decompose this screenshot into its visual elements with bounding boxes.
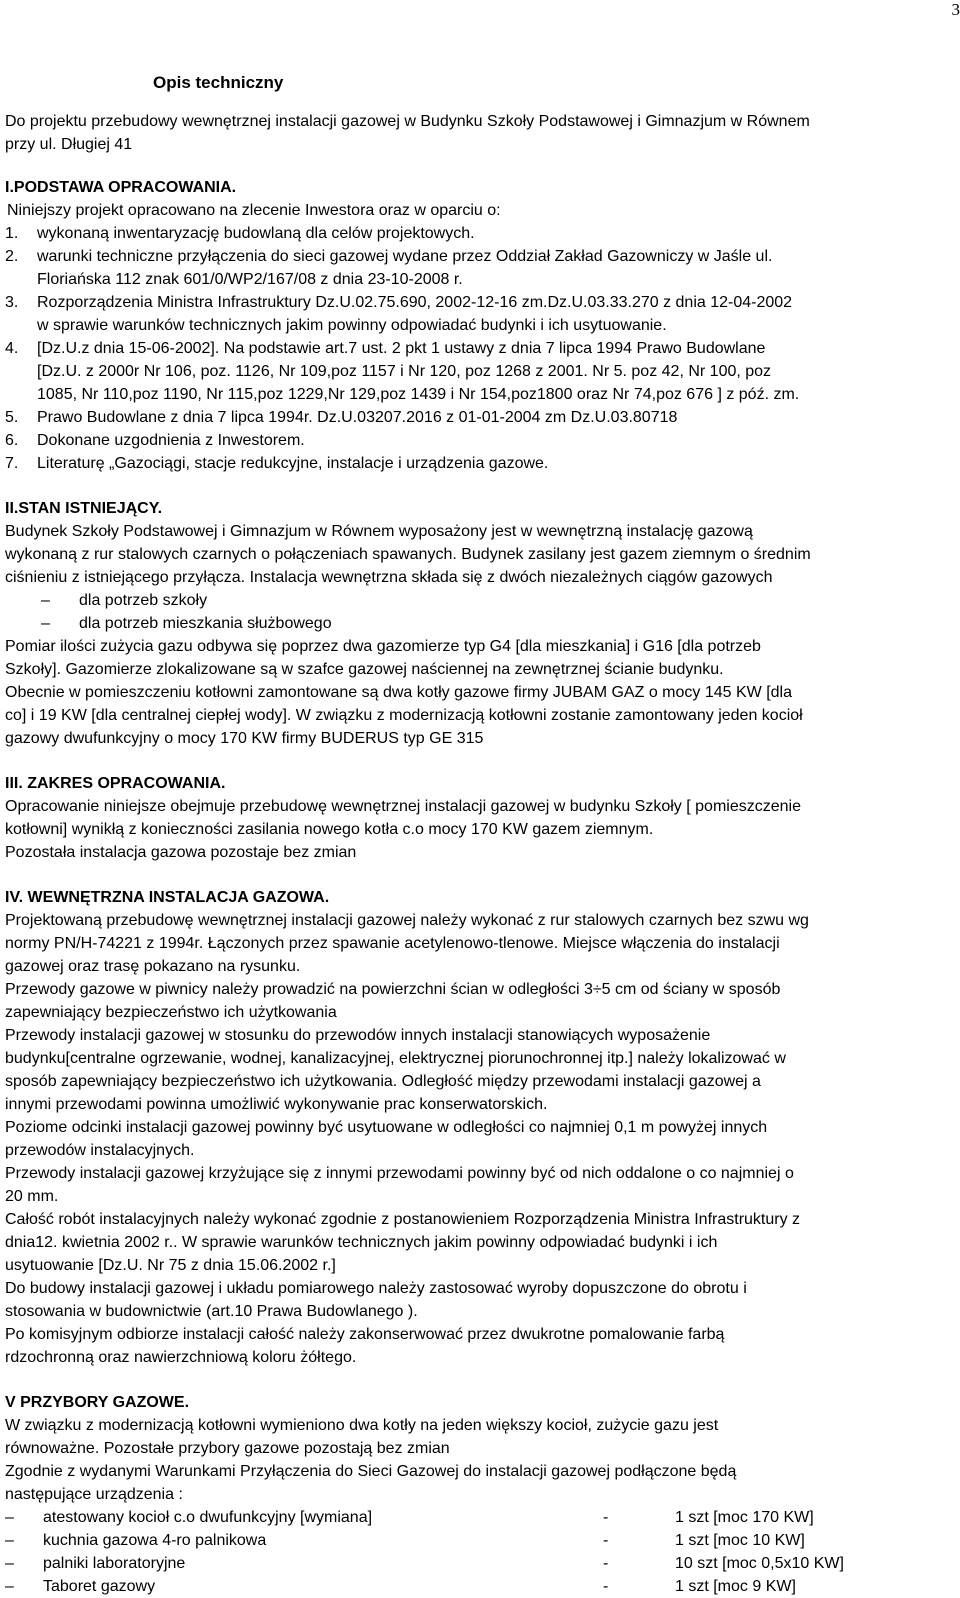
dash-bullet: – — [5, 1506, 43, 1529]
paragraph-line: Obecnie w pomieszczeniu kotłowni zamontowane są dwa kotły gazowe firmy JUBAM GAZ o mocy 145 KW [dla — [5, 681, 955, 704]
page-number: 3 — [952, 0, 960, 20]
paragraph-line: co] i 19 KW [dla centralnej ciepłej wody]. W związku z modernizacją kotłowni zostanie zamontowany jeden kocioł — [5, 704, 955, 727]
paragraph-line: Całość robót instalacyjnych należy wykonać zgodnie z postanowieniem Rozporządzenia Ministra Infrastruktury z — [5, 1208, 955, 1231]
item-number: 3. — [5, 291, 37, 337]
list-item — [5, 452, 955, 475]
item-text: Rozporządzenia Ministra Infrastruktury Dz.U.02.75.690, 2002-12-16 zm.Dz.U.03.33.270 z dnia 12-04-2002 — [37, 291, 955, 314]
paragraph-line: zapewniający bezpieczeństwo ich użytkowania — [5, 1001, 955, 1024]
item-text: wykonaną inwentaryzację budowlaną dla celów projektowych. — [37, 225, 475, 242]
paragraph-line: gazowy dwufunkcyjny o mocy 170 KW firmy BUDERUS typ GE 315 — [5, 727, 955, 750]
equipment-item — [5, 1529, 955, 1552]
section-heading: IV. WEWNĘTRZNA INSTALACJA GAZOWA. — [5, 886, 955, 909]
item-number: 6. — [5, 429, 37, 452]
equipment-name: Taboret gazowy — [43, 1575, 603, 1598]
references-list — [5, 222, 955, 475]
paragraph-line: następujące urządzenia : — [5, 1483, 955, 1506]
paragraph-line: Przewody instalacji gazowej krzyżujące się z innymi przewodami powinny być od nich oddalone o co najmniej o — [5, 1162, 955, 1185]
document-title: Opis techniczny — [153, 70, 955, 96]
paragraph-line: Przewody gazowe w piwnicy należy prowadzić na powierzchni ścian w odległości 3÷5 cm od ściany w sposób — [5, 978, 955, 1001]
item-text: Dokonane uzgodnienia z Inwestorem. — [37, 432, 305, 449]
equipment-item — [5, 1575, 955, 1598]
paragraph-line: rdzochronną oraz nawierzchniową koloru żółtego. — [5, 1346, 955, 1369]
paragraph-line: Zgodnie z wydanymi Warunkami Przyłączenia do Sieci Gazowej do instalacji gazowej podłączone będą — [5, 1460, 955, 1483]
equipment-separator: - — [603, 1575, 675, 1598]
equipment-quantity: 10 szt [moc 0,5x10 KW] — [675, 1552, 955, 1575]
equipment-quantity: 1 szt [moc 10 KW] — [675, 1529, 955, 1552]
paragraph-line: 20 mm. — [5, 1185, 955, 1208]
equipment-item — [5, 1552, 955, 1575]
equipment-list — [5, 1506, 955, 1598]
list-item — [5, 291, 955, 337]
equipment-quantity: 1 szt [moc 170 KW] — [675, 1506, 955, 1529]
equipment-separator: - — [603, 1552, 675, 1575]
item-text: Floriańska 112 znak 601/0/WP2/167/08 z dnia 23-10-2008 r. — [37, 268, 955, 291]
paragraph-line: Projektowaną przebudowę wewnętrznej instalacji gazowej należy wykonać z rur stalowych czarnych bez szwu wg — [5, 909, 955, 932]
dash-list-item — [5, 589, 955, 612]
paragraph-line: Pomiar ilości zużycia gazu odbywa się poprzez dwa gazomierze typ G4 [dla mieszkania] i G16 [dla potrzeb — [5, 635, 955, 658]
paragraph-line: równoważne. Pozostałe przybory gazowe pozostają bez zmian — [5, 1437, 955, 1460]
paragraph-line: wykonaną z rur stalowych czarnych o połączeniach spawanych. Budynek zasilany jest gazem ziemnym o średnim — [5, 543, 955, 566]
section-heading: I.PODSTAWA OPRACOWANIA. — [5, 176, 955, 199]
equipment-quantity: 1 szt [moc 9 KW] — [675, 1575, 955, 1598]
paragraph-line: gazowej oraz trasę pokazano na rysunku. — [5, 955, 955, 978]
equipment-separator: - — [603, 1506, 675, 1529]
section-lead: Niniejszy projekt opracowano na zlecenie Inwestora oraz w oparciu o: — [5, 199, 955, 222]
paragraph-line: Poziome odcinki instalacji gazowej powinny być usytuowane w odległości co najmniej 0,1 m powyżej innych — [5, 1116, 955, 1139]
paragraph-line: normy PN/H-74221 z 1994r. Łączonych przez spawanie acetylenowo-tlenowe. Miejsce włączenia do instalacji — [5, 932, 955, 955]
list-item — [5, 222, 955, 245]
paragraph-line: Przewody instalacji gazowej w stosunku do przewodów innych instalacji stanowiących wyposażenie — [5, 1024, 955, 1047]
paragraph-line: Do budowy instalacji gazowej i układu pomiarowego należy zastosować wyroby dopuszczone do obrotu i — [5, 1277, 955, 1300]
item-text: Literaturę „Gazociągi, stacje redukcyjne, instalacje i urządzenia gazowe. — [37, 455, 548, 472]
item-number: 7. — [5, 452, 37, 475]
item-text: Prawo Budowlane z dnia 7 lipca 1994r. Dz.U.03207.2016 z 01-01-2004 zm Dz.U.03.80718 — [37, 409, 677, 426]
paragraph-line: Szkoły]. Gazomierze zlokalizowane są w szafce gazowej naściennej na zewnętrznej ścianie budynku. — [5, 658, 955, 681]
paragraph-line: kotłowni] wynikłą z konieczności zasilania nowego kotła c.o mocy 170 KW gazem ziemnym. — [5, 818, 955, 841]
paragraph-line: W związku z modernizacją kotłowni wymieniono dwa kotły na jeden większy kocioł, zużycie gazu jest — [5, 1414, 955, 1437]
equipment-name: kuchnia gazowa 4-ro palnikowa — [43, 1529, 603, 1552]
paragraph-line: stosowania w budownictwie (art.10 Prawa Budowlanego ). — [5, 1300, 955, 1323]
item-number: 4. — [5, 337, 37, 406]
equipment-name: palniki laboratoryjne — [43, 1552, 603, 1575]
paragraph-line: budynku[centralne ogrzewanie, wodnej, kanalizacyjnej, elektrycznej piorunochronnej itp.] należy lokalizować w — [5, 1047, 955, 1070]
dash-item-text: dla potrzeb szkoły — [79, 589, 207, 612]
equipment-name: atestowany kocioł c.o dwufunkcyjny [wymiana] — [43, 1506, 603, 1529]
list-item — [5, 429, 955, 452]
item-text: [Dz.U. z 2000r Nr 106, poz. 1126, Nr 109,poz 1157 i Nr 120, poz 1268 z 2001. Nr 5. poz 42, Nr 100, poz — [37, 360, 955, 383]
item-number: 1. — [5, 222, 37, 245]
paragraph-line: usytuowanie [Dz.U. Nr 75 z dnia 15.06.2002 r.] — [5, 1254, 955, 1277]
item-text: warunki techniczne przyłączenia do sieci gazowej wydane przez Oddział Zakład Gazowniczy w Jaśle ul. — [37, 245, 955, 268]
paragraph-line: sposób zapewniający bezpieczeństwo ich użytkowania. Odległość między przewodami instalacji gazowej a — [5, 1070, 955, 1093]
equipment-item — [5, 1506, 955, 1529]
paragraph-line: dnia12. kwietnia 2002 r.. W sprawie warunków technicznych jakim powinny odpowiadać budynki i ich — [5, 1231, 955, 1254]
dash-item-text: dla potrzeb mieszkania służbowego — [79, 612, 332, 635]
equipment-separator: - — [603, 1529, 675, 1552]
item-number: 5. — [5, 406, 37, 429]
item-text: [Dz.U.z dnia 15-06-2002]. Na podstawie art.7 ust. 2 pkt 1 ustawy z dnia 7 lipca 1994 Prawo Budowlane — [37, 337, 955, 360]
item-number: 2. — [5, 245, 37, 291]
paragraph-line: Budynek Szkoły Podstawowej i Gimnazjum w Równem wyposażony jest w wewnętrzną instalację gazową — [5, 520, 955, 543]
dash-bullet: – — [5, 612, 79, 635]
section-heading: V PRZYBORY GAZOWE. — [5, 1391, 955, 1414]
list-item — [5, 245, 955, 291]
section-heading: III. ZAKRES OPRACOWANIA. — [5, 772, 955, 795]
paragraph-line: Pozostała instalacja gazowa pozostaje bez zmian — [5, 841, 955, 864]
dash-list-item — [5, 612, 955, 635]
paragraph-line: przewodów instalacyjnych. — [5, 1139, 955, 1162]
section-heading: II.STAN ISTNIEJĄCY. — [5, 497, 955, 520]
dash-bullet: – — [5, 589, 79, 612]
list-item — [5, 337, 955, 406]
dash-bullet: – — [5, 1552, 43, 1575]
dash-bullet: – — [5, 1529, 43, 1552]
item-text: w sprawie warunków technicznych jakim powinny odpowiadać budynki i ich usytuowanie. — [37, 314, 955, 337]
document-body — [5, 70, 955, 1598]
dash-bullet: – — [5, 1575, 43, 1598]
list-item — [5, 406, 955, 429]
item-text: 1085, Nr 110,poz 1190, Nr 115,poz 1229,Nr 129,poz 1439 i Nr 154,poz1800 oraz Nr 74,poz 676 ] z póź. zm. — [37, 383, 955, 406]
paragraph-line: innymi przewodami powinna umożliwić wykonywanie prac konserwatorskich. — [5, 1093, 955, 1116]
intro-line: Do projektu przebudowy wewnętrznej instalacji gazowej w Budynku Szkoły Podstawowej i Gimnazjum w Równem — [5, 110, 955, 133]
paragraph-line: Opracowanie niniejsze obejmuje przebudowę wewnętrznej instalacji gazowej w budynku Szkoły [ pomieszczenie — [5, 795, 955, 818]
intro-line: przy ul. Długiej 41 — [5, 133, 955, 156]
paragraph-line: Po komisyjnym odbiorze instalacji całość należy zakonserwować przez dwukrotne pomalowanie farbą — [5, 1323, 955, 1346]
paragraph-line: ciśnieniu z istniejącego przyłącza. Instalacja wewnętrzna składa się z dwóch niezależnych ciągów gazowych — [5, 566, 955, 589]
